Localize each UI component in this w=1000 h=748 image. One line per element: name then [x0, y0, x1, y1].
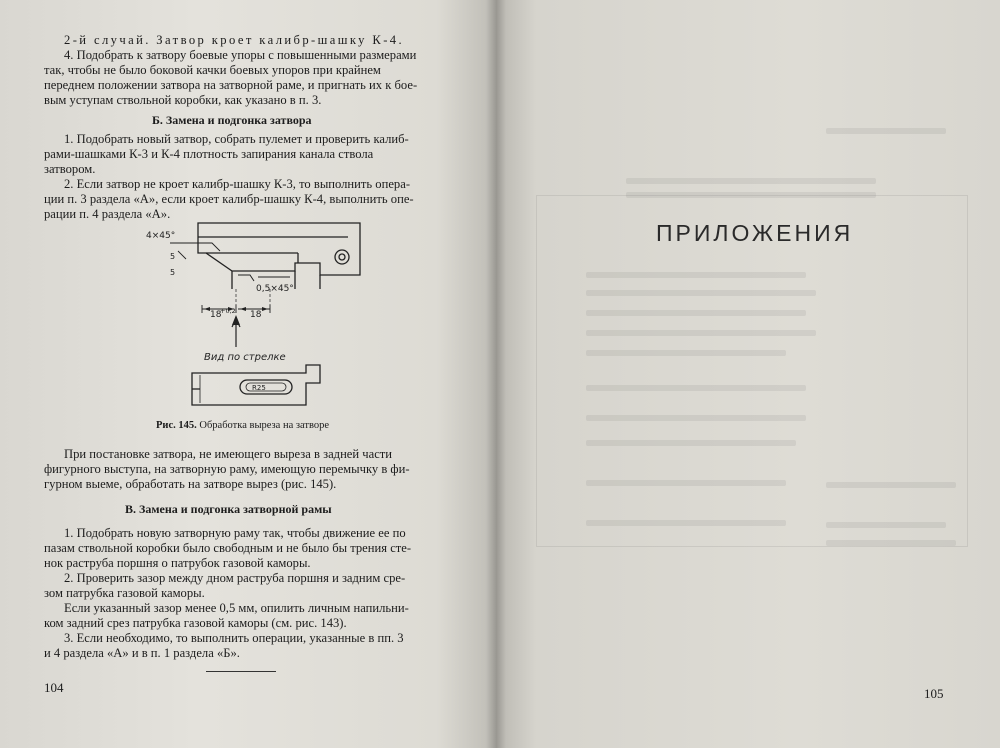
- small-dim-b: 5: [170, 268, 176, 277]
- text-line: 3. Если необходимо, то выполнить операции, указанные в пп. 3: [64, 631, 404, 645]
- page-number-left: 104: [44, 680, 64, 695]
- text-line: 2. Проверить зазор между дном раструба поршня и задним сре-: [64, 571, 406, 585]
- text-line: пазам ствольной коробки было свободным и не было бы трения сте-: [44, 541, 412, 555]
- caption-number: Рис. 145.: [156, 420, 197, 431]
- left-page: [0, 0, 496, 748]
- text-line: рации п. 4 раздела «А».: [44, 207, 171, 221]
- text-line: вым уступам ствольной коробки, как указано в п. 3.: [44, 93, 322, 107]
- text-line: переднем положении затвора на затворной раме, и пригнать их к бое-: [44, 78, 418, 92]
- view-label: Вид по стрелке: [204, 352, 286, 363]
- text-line: ком задний срез патрубка газовой каморы (см. рис. 143).: [44, 616, 347, 630]
- dim-left-tolerance: +0,2: [220, 307, 236, 315]
- text-line: 1. Подобрать новую затворную раму так, чтобы движение ее по: [64, 526, 406, 540]
- section-heading-v: В. Замена и подгонка затворной рамы: [125, 502, 332, 516]
- text-line: затвором.: [44, 162, 96, 176]
- text-line: рами-шашками К-3 и К-4 плотность запирания канала ствола: [44, 147, 374, 161]
- text-line: 2. Если затвор не кроет калибр-шашку К-3, то выполнить опера-: [64, 177, 411, 191]
- section-heading-b: Б. Замена и подгонка затвора: [152, 113, 312, 127]
- text-line: Если указанный зазор менее 0,5 мм, опилить личным напильни-: [64, 601, 409, 615]
- text-line: так, чтобы не было боковой качки боевых упоров при крайнем: [44, 63, 381, 77]
- figure-caption: [156, 420, 329, 431]
- chamfer-top-label: 4×45°: [146, 231, 176, 241]
- dim-left-label: 18: [210, 310, 222, 320]
- text-line: и 4 раздела «А» и в п. 1 раздела «Б».: [44, 646, 240, 660]
- radius-label: R25: [252, 384, 266, 392]
- page-number-right: 105: [924, 686, 944, 701]
- show-through-table: [536, 195, 968, 547]
- text-line: 4. Подобрать к затвору боевые упоры с повышенными размерами: [64, 48, 417, 62]
- appendices-title: ПРИЛОЖЕНИЯ: [656, 220, 854, 246]
- chamfer-mid-label: 0,5×45°: [256, 284, 294, 294]
- bolt-cutout-drawing: [120, 215, 380, 415]
- text-line: гурном выеме, обработать на затворе вырез (рис. 145).: [44, 477, 337, 491]
- book-gutter: [486, 0, 506, 748]
- small-dim-a: 5: [170, 252, 176, 261]
- right-page: [496, 0, 1000, 748]
- text-line: фигурного выступа, на затворную раму, имеющую перемычку в фи-: [44, 462, 410, 476]
- end-divider: [206, 671, 276, 672]
- caption-text: Обработка выреза на затворе: [199, 420, 330, 431]
- text-line: 1. Подобрать новый затвор, собрать пулемет и проверить калиб-: [64, 132, 409, 146]
- text-line: нок раструба поршня о патрубок газовой каморы.: [44, 556, 311, 570]
- text-line: При постановке затвора, не имеющего выреза в задней части: [64, 447, 393, 461]
- text-line: зом патрубка газовой каморы.: [44, 586, 205, 600]
- dim-right-label: 18: [250, 310, 262, 320]
- text-line: ции п. 3 раздела «А», если кроет калибр-шашку К-4, выполнить опе-: [44, 192, 414, 206]
- case-2-line: 2-й случай. Затвор кроет калибр-шашку К-4.: [64, 33, 405, 47]
